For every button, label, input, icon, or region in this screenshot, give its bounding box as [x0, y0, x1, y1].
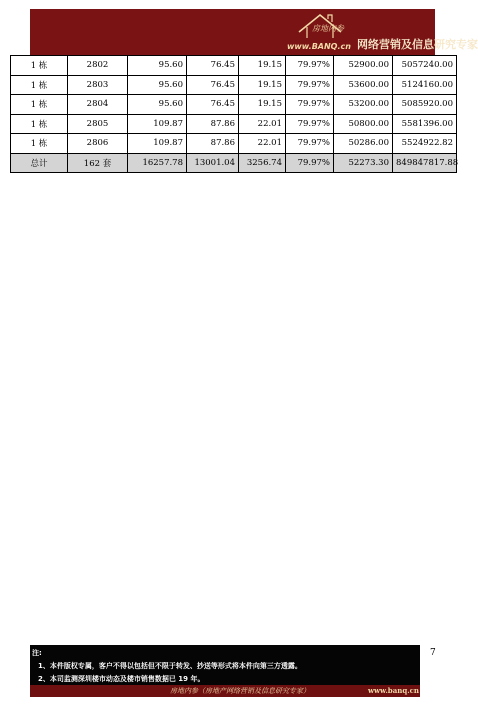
unit-price-cell: 50286.00: [334, 134, 393, 154]
area-cell: 109.87: [128, 114, 187, 134]
building-cell: 1 栋: [11, 114, 68, 134]
table-row: [11, 114, 457, 134]
area-cell: 95.60: [128, 75, 187, 95]
area-cell: 109.87: [128, 134, 187, 154]
unit-price-cell: 53200.00: [334, 95, 393, 115]
brand-logo: [285, 12, 478, 54]
total-price-cell: 5581396.00: [393, 114, 457, 134]
page-number: 7: [430, 648, 436, 658]
building-cell: 1 栋: [11, 95, 68, 115]
building-cell: 1 栋: [11, 56, 68, 76]
ratio-cell: 79.97%: [286, 95, 334, 115]
total-price-cell: 5057240.00: [393, 56, 457, 76]
avg-unit-price-cell: 52273.30: [334, 153, 393, 173]
unit-cell: 2802: [68, 56, 128, 76]
shared-area-cell: 19.15: [239, 75, 286, 95]
inner-area-cell: 87.86: [187, 134, 239, 154]
total-price-cell: 5524922.82: [393, 134, 457, 154]
sales-table: [10, 55, 457, 173]
footer-url: www.banq.cn: [368, 686, 420, 695]
copyright-note: 1、本件版权专属，客户不得以包括但不限于转发、抄送等形式将本件向第三方透露。: [38, 662, 302, 670]
logo-script-text: 房地内参: [312, 24, 344, 33]
total-price-sum-cell: 849847817.88: [393, 153, 457, 173]
area-cell: 95.60: [128, 56, 187, 76]
unit-cell: 2804: [68, 95, 128, 115]
unit-cell: 2806: [68, 134, 128, 154]
total-price-cell: 5124160.00: [393, 75, 457, 95]
table-row: [11, 134, 457, 154]
building-cell: 1 栋: [11, 134, 68, 154]
logo-url: www.BANQ.cn: [287, 42, 351, 51]
shared-area-cell: 19.15: [239, 95, 286, 115]
total-row: [11, 153, 457, 173]
inner-area-cell: 76.45: [187, 56, 239, 76]
ratio-cell: 79.97%: [286, 75, 334, 95]
total-ratio-cell: 79.97%: [286, 153, 334, 173]
footer-brand-band: [30, 685, 420, 697]
footer-notes: [30, 645, 420, 697]
unit-cell: 2805: [68, 114, 128, 134]
table-row: [11, 95, 457, 115]
note-label: 注:: [32, 649, 42, 657]
building-cell: 1 栋: [11, 75, 68, 95]
inner-area-cell: 87.86: [187, 114, 239, 134]
unit-price-cell: 53600.00: [334, 75, 393, 95]
inner-area-cell: 76.45: [187, 95, 239, 115]
ratio-cell: 79.97%: [286, 134, 334, 154]
total-shared-area-cell: 3256.74: [239, 153, 286, 173]
header-title: 网络营销及信息研究专家: [357, 38, 478, 51]
footer-brand: 房地内参（房地产网络营销及信息研究专家）: [170, 687, 310, 695]
total-units-cell: 162 套: [68, 153, 128, 173]
ratio-cell: 79.97%: [286, 56, 334, 76]
total-price-cell: 5085920.00: [393, 95, 457, 115]
header-banner: [30, 9, 478, 55]
ratio-cell: 79.97%: [286, 114, 334, 134]
total-inner-area-cell: 13001.04: [187, 153, 239, 173]
table-row: [11, 75, 457, 95]
shared-area-cell: 22.01: [239, 114, 286, 134]
unit-cell: 2803: [68, 75, 128, 95]
table-row: [11, 56, 457, 76]
total-label-cell: 总计: [11, 153, 68, 173]
unit-price-cell: 50800.00: [334, 114, 393, 134]
total-area-cell: 16257.78: [128, 153, 187, 173]
monitoring-note: 2、本司监测深圳楼市动态及楼市销售数据已 19 年。: [38, 675, 205, 683]
unit-price-cell: 52900.00: [334, 56, 393, 76]
shared-area-cell: 22.01: [239, 134, 286, 154]
area-cell: 95.60: [128, 95, 187, 115]
shared-area-cell: 19.15: [239, 56, 286, 76]
inner-area-cell: 76.45: [187, 75, 239, 95]
